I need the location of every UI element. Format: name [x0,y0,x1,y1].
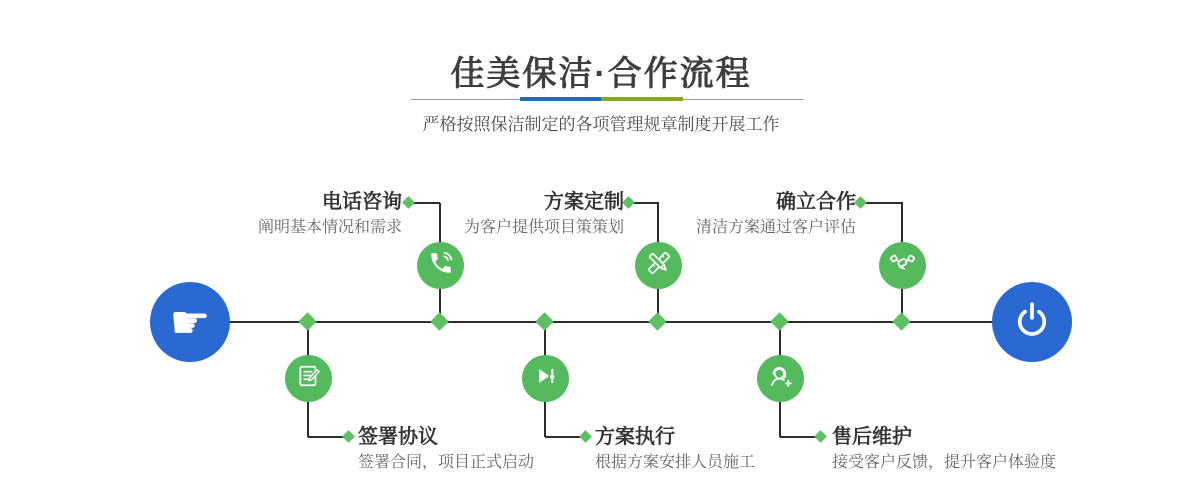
step-node-handshake [879,242,926,289]
power-icon [1011,299,1053,346]
step-node-phone [417,242,464,289]
timeline-node-diamond [298,312,316,330]
step-desc: 接受客户反馈，提升客户体验度 [832,454,1057,471]
connector-line [780,436,818,438]
handshake-icon [889,250,916,282]
step-node-contract [285,355,332,402]
step-desc: 阐明基本情况和需求 [257,219,402,236]
timeline-node-diamond [770,312,788,330]
headset-icon [767,363,794,395]
step-title: 签署协议 [358,426,438,448]
pointing-hand-icon: ☛ [169,295,211,349]
label-marker-diamond [402,196,415,209]
play-icon [533,363,559,394]
step-node-execute [522,355,569,402]
pencil-ruler-icon [646,250,672,281]
step-title: 售后维护 [832,426,912,448]
label-marker-diamond [579,430,592,443]
step-desc: 清洁方案通过客户评估 [695,219,856,236]
phone-icon [428,250,454,281]
step-label-execute [595,424,755,474]
connector-line [864,202,903,204]
page-subtitle: 严格按照保洁制定的各项管理规章制度开展工作 [422,115,780,134]
end-node [992,282,1072,362]
divider-blue-segment [520,97,601,101]
timeline-node-diamond [648,312,666,330]
page-title: 佳美保洁·合作流程 [450,55,752,93]
step-node-design [635,242,682,289]
connector-line [412,202,440,204]
step-desc: 签署合同，项目正式启动 [358,454,535,471]
step-title: 电话咨询 [322,191,402,213]
label-marker-diamond [854,196,867,209]
timeline-node-diamond [535,312,553,330]
connector-line [545,436,583,438]
timeline-node-diamond [430,312,448,330]
step-node-support [757,355,804,402]
step-label-support [832,424,1056,474]
start-node [150,282,230,362]
step-label-cooperate [696,189,856,239]
connector-line [308,436,346,438]
timeline-node-diamond [892,312,910,330]
label-marker-diamond [622,196,635,209]
step-title: 方案定制 [544,191,624,213]
label-marker-diamond [342,430,355,443]
step-title: 方案执行 [595,426,675,448]
step-label-phone [258,189,402,239]
step-label-design [464,189,624,239]
contract-icon [296,363,322,394]
timeline [229,321,993,323]
connector-line [632,202,659,204]
step-label-contract [358,424,534,474]
step-desc: 根据方案安排人员施工 [595,454,756,471]
step-title: 确立合作 [776,191,856,213]
step-desc: 为客户提供项目策策划 [463,219,624,236]
divider-green-segment [601,97,683,101]
label-marker-diamond [814,430,827,443]
